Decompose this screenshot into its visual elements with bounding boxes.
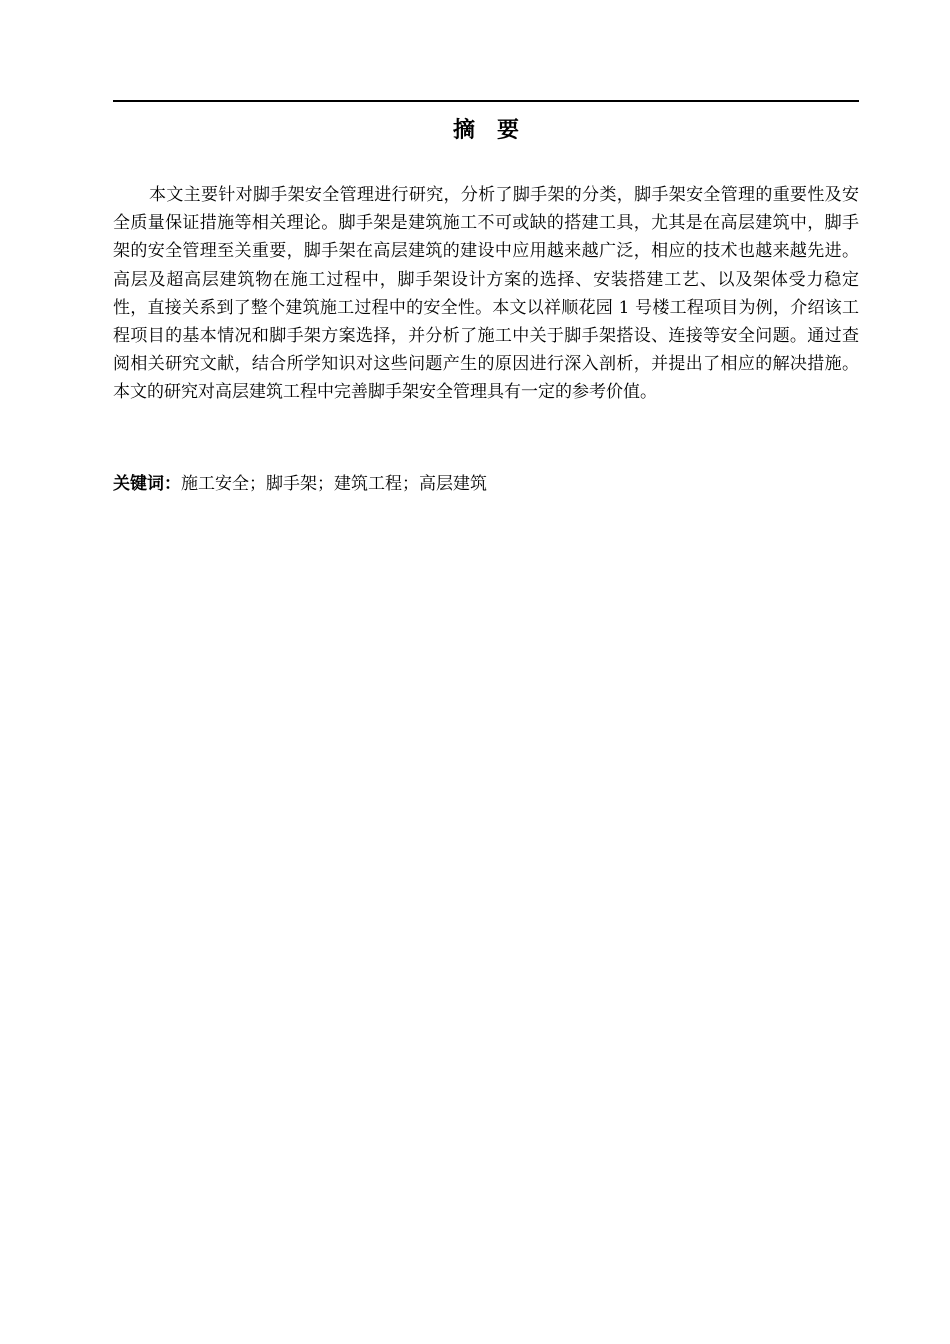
keywords-line: [113, 470, 859, 498]
keywords-value: 施工安全；脚手架；建筑工程；高层建筑: [181, 474, 487, 494]
title-char-2: 要: [497, 118, 520, 143]
title-char-1: 摘: [452, 118, 475, 143]
keywords-label: 关键词：: [113, 474, 181, 494]
header-rule: [113, 100, 859, 102]
abstract-paragraph: 本文主要针对脚手架安全管理进行研究，分析了脚手架的分类，脚手架安全管理的重要性及安全质量保证措施等相关理论。脚手架是建筑施工不可或缺的搭建工具，尤其是在高层建筑中，脚手架的安全管理至关重要，脚手架在高层建筑的建设中应用越来越广泛，相应的技术也越来越先进。高层及超高层建筑物在施工过程中，脚手架设计方案的选择、安装搭建工艺、以及架体受力稳定性，直接关系到了整个建筑施工过程中的安全性。本文以祥顺花园 1 号楼工程项目为例，介绍该工程项目的基本情况和脚手架方案选择，并分析了施工中关于脚手架搭设、连接等安全问题。通过查阅相关研究文献，结合所学知识对这些问题产生的原因进行深入剖析，并提出了相应的解决措施。本文的研究对高层建筑工程中完善脚手架安全管理具有一定的参考价值。: [113, 185, 859, 403]
page-title: [113, 116, 859, 146]
